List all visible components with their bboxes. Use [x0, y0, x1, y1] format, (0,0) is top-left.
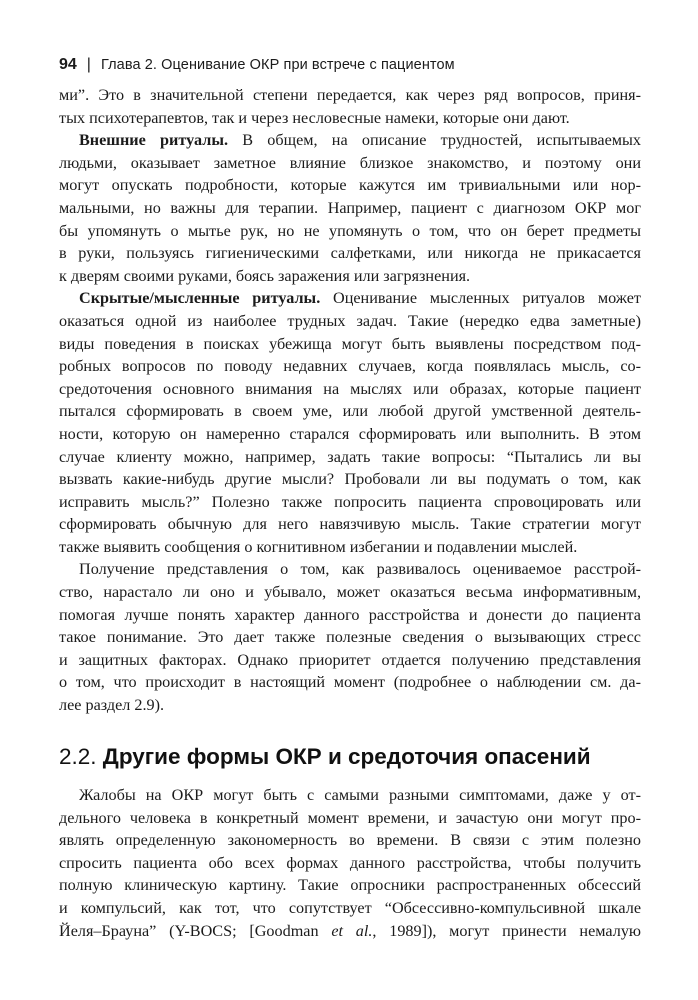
text-line: к дверям своими руками, боясь заражения или загрязнения.	[59, 266, 471, 285]
paragraph-lead-hidden-rituals: Скрытые/мысленные ритуалы.	[79, 289, 321, 308]
text-line: ство, нарастало ли оно и убывало, может оказаться весьма информативным,	[59, 583, 641, 602]
text-line: людьми, оказывает заметное влияние близкое знакомство, и поэтому они	[59, 153, 641, 172]
text-line: Скрытые/мысленные ритуалы. Оценивание мысленных ритуалов может	[79, 289, 641, 308]
header-separator: |	[86, 56, 91, 73]
text-line: тых психотерапевтов, так и через несловесные намеки, которые они дают.	[59, 108, 570, 127]
text-line: могут опускать подробности, которые кажутся им тривиальными или нор-	[59, 176, 641, 195]
text-line: исправить мысль?” Полезно также попросить пациента спровоцировать или	[59, 492, 641, 511]
text-line: Получение представления о том, как развивалось оцениваемое расстрой-	[79, 560, 641, 579]
text-line: полную клиническую картину. Такие опросники распространенных обсессий	[59, 876, 641, 895]
text-line: ми”. Это в значительной степени передается, как через ряд вопросов, приня-	[59, 86, 641, 104]
text-line: бы упомянуть о мытье рук, но не упомянуть о том, что он берет предметы	[59, 221, 641, 240]
text-line: лее раздел 2.9).	[59, 696, 165, 715]
text-line: оказаться одной из наиболее трудных задач. Такие (нередко едва заметные)	[59, 311, 641, 330]
text-line: мальными, но важны для терапии. Например, пациент с диагнозом ОКР мог	[59, 198, 641, 217]
section-heading	[59, 742, 649, 772]
text-line: также выявить сообщения о когнитивном избегании и подавлении мыслей.	[59, 537, 578, 556]
text-line: и компульсий, как тот, что сопутствует “Обсессивно-компульсивной шкале	[59, 898, 641, 917]
text-line: Йеля–Брауна” (Y-BOCS; [Goodman et al., 1989]), могут принести немалую	[59, 921, 642, 940]
text-line: о том, что происходит в настоящий момент (подробнее о наблюдении см. да-	[59, 673, 641, 692]
page-number: 94	[59, 56, 77, 73]
text-line: сформировать обычную для него навязчивую мысль. Такие стратегии могут	[59, 515, 641, 534]
section-title: Другие формы ОКР и средоточия опасений	[102, 744, 591, 769]
citation-et-al: et al.	[331, 921, 373, 940]
text-line: робных вопросов по поводу недавних случаев, когда появлялась мысль, со-	[59, 357, 641, 376]
text-line: спросить пациента обо всех формах данного расстройства, чтобы получить	[59, 853, 641, 872]
text-line: виды поведения в поисках убежища могут быть выявлены посредством под-	[59, 334, 641, 353]
text-line: случае клиенту можно, например, задать такие вопросы: “Пытались ли вы	[59, 447, 641, 466]
section-number: 2.2.	[59, 744, 97, 769]
paragraph-lead-external-rituals: Внешние ритуалы.	[79, 131, 229, 150]
text-line: дельного человека в конкретный момент времени, и зачастую они могут про-	[59, 808, 641, 827]
text-line: Жалобы на ОКР могут быть с самыми разными симптомами, даже у от-	[79, 786, 641, 804]
text-line: являть определенную закономерность во времени. В связи с этим полезно	[59, 831, 641, 850]
text-line: ности, которую он намеренно старался сформировать или выполнить. В этом	[59, 424, 641, 443]
section-body-text	[59, 784, 641, 942]
body-text	[59, 84, 641, 717]
text-line: помогая лучше понять характер данного расстройства и донести до пациента	[59, 605, 641, 624]
text-line: средоточения основного внимания на мыслях или образах, которые пациент	[59, 379, 641, 398]
running-header	[59, 55, 649, 75]
text-line: Внешние ритуалы. В общем, на описание трудностей, испытываемых	[79, 131, 641, 150]
text-line: вызвать какие-нибудь другие мысли? Пробовали ли вы подумать о том, как	[59, 470, 641, 489]
chapter-title: Глава 2. Оценивание ОКР при встрече с пациентом	[100, 57, 455, 73]
text-line: такое понимание. Это дает также полезные сведения о вызывающих стресс	[59, 628, 641, 647]
text-line: и защитных факторах. Однако приоритет отдается получению представления	[59, 650, 641, 669]
text-line: в руки, пользуясь гигиеническими салфетками, или никогда не прикасается	[59, 244, 641, 263]
text-line: пытался сформировать в своем уме, или любой другой умственной деятель-	[59, 402, 641, 421]
